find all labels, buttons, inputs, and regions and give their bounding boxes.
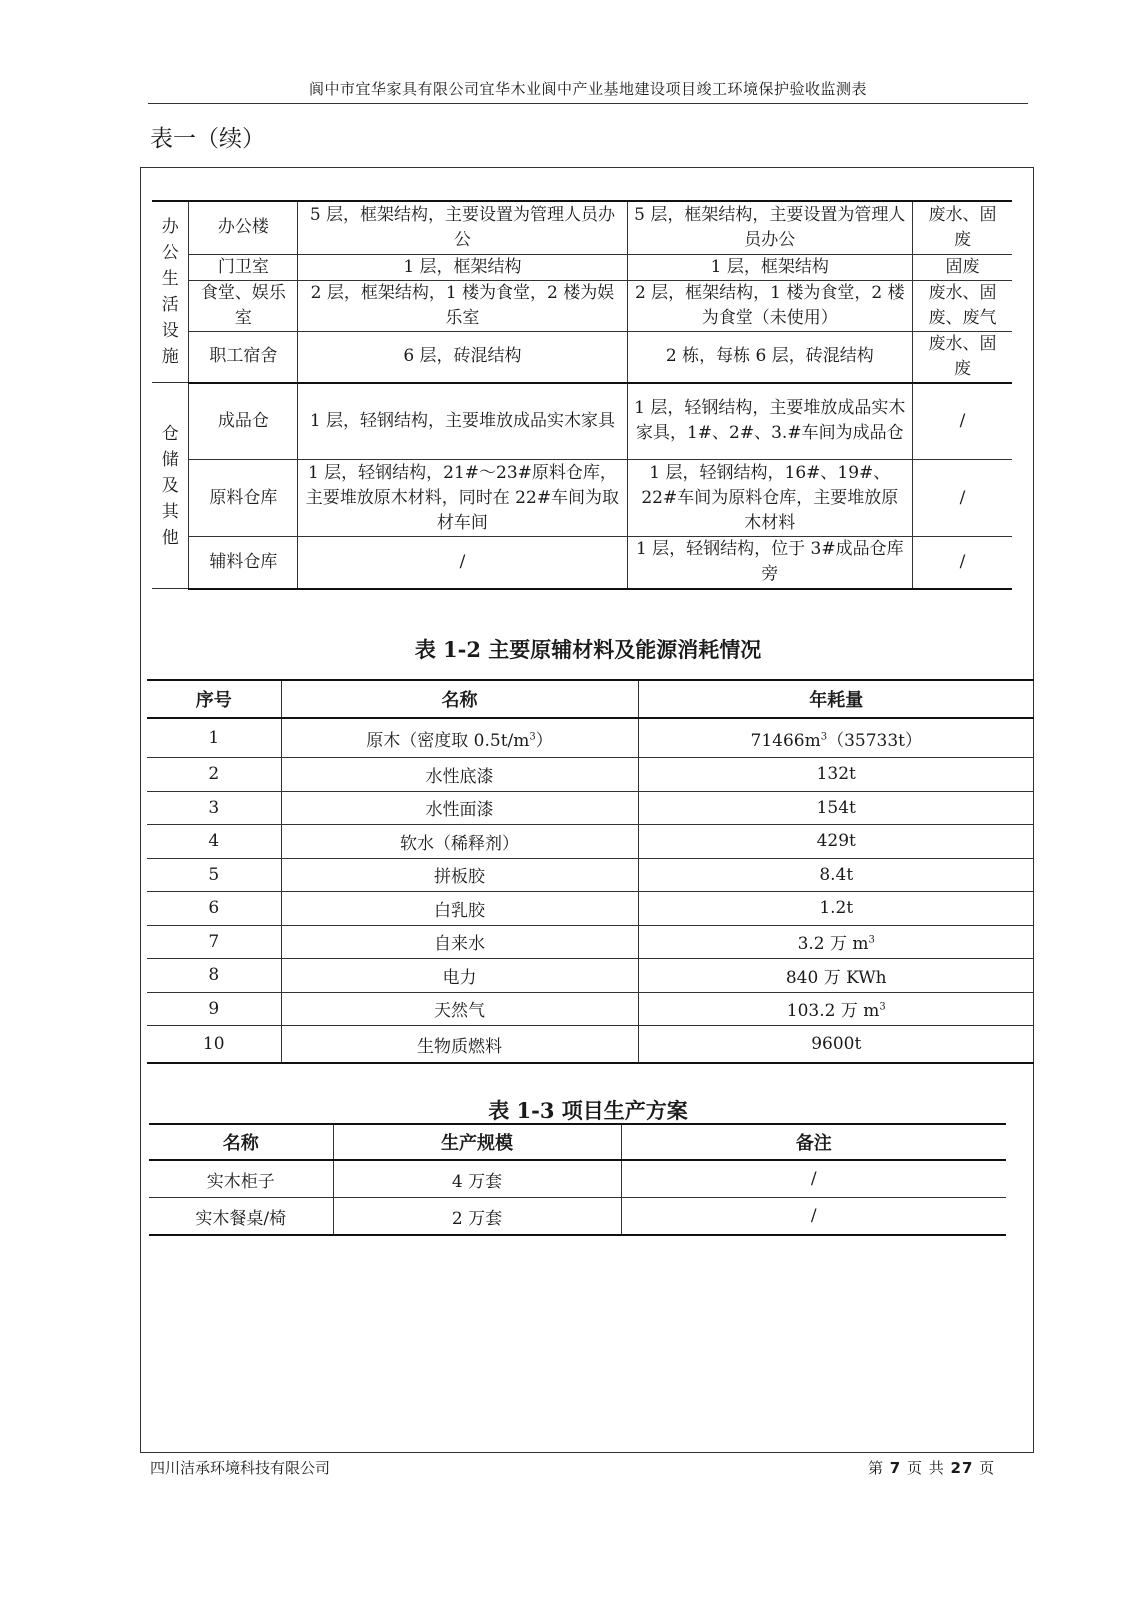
actual-content: 5 层，框架结构，主要设置为管理人员办公 [627, 201, 912, 254]
annual-amount: 3.2 万 $m^3$ [638, 925, 1034, 959]
material-name: 拼板胶 [281, 858, 638, 892]
actual-content: 1 层，轻钢结构，位于 3#成品仓库旁 [627, 537, 912, 589]
pollutant: 废水、固废、废气 [912, 280, 1012, 331]
material-name: 水性面漆 [281, 791, 638, 825]
table-row [147, 791, 1034, 825]
table-row [147, 718, 1034, 758]
row-no: 1 [147, 718, 281, 758]
design-content: 2 层，框架结构，1 楼为食堂，2 楼为娱乐室 [298, 280, 627, 331]
facility-name: 原料仓库 [189, 460, 298, 537]
facility-name: 办公楼 [189, 201, 298, 254]
table-row [152, 201, 1012, 254]
annual-amount: 103.2 万 $m^3$ [638, 992, 1034, 1026]
row-no: 2 [147, 758, 281, 792]
row-no: 7 [147, 925, 281, 959]
facility-name: 职工宿舍 [189, 331, 298, 383]
table-row [147, 959, 1034, 993]
facility-name: 门卫室 [189, 254, 298, 280]
facilities-table [152, 200, 1012, 590]
facility-name: 食堂、娱乐室 [189, 280, 298, 331]
table-row [149, 1160, 1006, 1198]
material-name: 天然气 [281, 992, 638, 1026]
category-life-facilities: 办 公 生 活 设 施 [152, 201, 189, 383]
annual-amount: 132t [638, 758, 1034, 792]
table3-caption: 表 1-3 项目生产方案 [488, 1098, 688, 1123]
table-header-row [147, 680, 1034, 718]
actual-content: 1 层，轻钢结构，主要堆放成品实木家具，1#、2#、3.#车间为成品仓 [627, 383, 912, 460]
row-no: 8 [147, 959, 281, 993]
material-name: 生物质燃料 [281, 1026, 638, 1064]
table-row [152, 254, 1012, 280]
table-row [147, 1026, 1034, 1064]
table-row [152, 460, 1012, 537]
table-row [152, 331, 1012, 383]
annual-amount: 8.4t [638, 858, 1034, 892]
actual-content: 1 层，框架结构 [627, 254, 912, 280]
design-content: 1 层，框架结构 [298, 254, 627, 280]
material-name: 白乳胶 [281, 892, 638, 926]
table-row [147, 858, 1034, 892]
row-no: 4 [147, 825, 281, 859]
column-header-name: 名称 [149, 1124, 333, 1160]
note: / [621, 1160, 1006, 1198]
pollutant: / [912, 537, 1012, 589]
design-content: 6 层，砖混结构 [298, 331, 627, 383]
table-row [147, 925, 1034, 959]
table-row [152, 537, 1012, 589]
product-name: 实木餐桌/椅 [149, 1198, 333, 1236]
annual-amount: 840 万 KWh [638, 959, 1034, 993]
design-content: 1 层，轻钢结构，主要堆放成品实木家具 [298, 383, 627, 460]
column-header-annual-consumption: 年耗量 [638, 680, 1034, 718]
column-header-note: 备注 [621, 1124, 1006, 1160]
annual-amount: 429t [638, 825, 1034, 859]
annual-amount: 9600t [638, 1026, 1034, 1064]
material-name: 水性底漆 [281, 758, 638, 792]
actual-content: 1 层，轻钢结构，16#、19#、22#车间为原料仓库，主要堆放原木材料 [627, 460, 912, 537]
row-no: 3 [147, 791, 281, 825]
annual-amount: 154t [638, 791, 1034, 825]
materials-consumption-table [147, 679, 1034, 1064]
actual-content: 2 栋，每栋 6 层，砖混结构 [627, 331, 912, 383]
design-content: 1 层，轻钢结构，21#～23#原料仓库，主要堆放原木材料，同时在 22#车间为取材车间 [298, 460, 627, 537]
row-no: 10 [147, 1026, 281, 1064]
table2-caption: 表 1-2 主要原辅材料及能源消耗情况 [414, 637, 762, 662]
production-plan-table [149, 1123, 1006, 1236]
design-content: / [298, 537, 627, 589]
column-header-name: 名称 [281, 680, 638, 718]
table-row [149, 1198, 1006, 1236]
column-header-no: 序号 [147, 680, 281, 718]
production-scale: 2 万套 [333, 1198, 621, 1236]
material-name: 自来水 [281, 925, 638, 959]
pollutant: / [912, 460, 1012, 537]
page-number: 第 7 页 共 27 页 [868, 1459, 996, 1477]
row-no: 5 [147, 858, 281, 892]
production-scale: 4 万套 [333, 1160, 621, 1198]
pollutant: / [912, 383, 1012, 460]
table-header-row [149, 1124, 1006, 1160]
column-header-scale: 生产规模 [333, 1124, 621, 1160]
facility-name: 辅料仓库 [189, 537, 298, 589]
table-row [147, 992, 1034, 1026]
table-row [147, 825, 1034, 859]
note: / [621, 1198, 1006, 1236]
material-name: 电力 [281, 959, 638, 993]
row-no: 6 [147, 892, 281, 926]
actual-content: 2 层，框架结构，1 楼为食堂，2 楼为食堂（未使用） [627, 280, 912, 331]
design-content: 5 层，框架结构，主要设置为管理人员办公 [298, 201, 627, 254]
table-row [147, 758, 1034, 792]
table-row [147, 892, 1034, 926]
table-row [152, 280, 1012, 331]
product-name: 实木柜子 [149, 1160, 333, 1198]
annual-amount: 1.2t [638, 892, 1034, 926]
category-storage-other: 仓 储 及 其 他 [152, 383, 189, 589]
facility-name: 成品仓 [189, 383, 298, 460]
material-name: 软水（稀释剂） [281, 825, 638, 859]
document-header: 阆中市宜华家具有限公司宜华木业阆中产业基地建设项目竣工环境保护验收监测表 [308, 80, 867, 98]
pollutant: 废水、固废 [912, 331, 1012, 383]
material-name: 原木（密度取 $0.5t/m^3$） [281, 718, 638, 758]
annual-amount: $71466m^3(35733t)$ [638, 718, 1034, 758]
header-rule [148, 103, 1028, 104]
row-no: 9 [147, 992, 281, 1026]
table-row [152, 383, 1012, 460]
footer-company: 四川洁承环境科技有限公司 [150, 1459, 331, 1477]
pollutant: 废水、固废 [912, 201, 1012, 254]
pollutant: 固废 [912, 254, 1012, 280]
section-title: 表一（续） [150, 126, 265, 152]
